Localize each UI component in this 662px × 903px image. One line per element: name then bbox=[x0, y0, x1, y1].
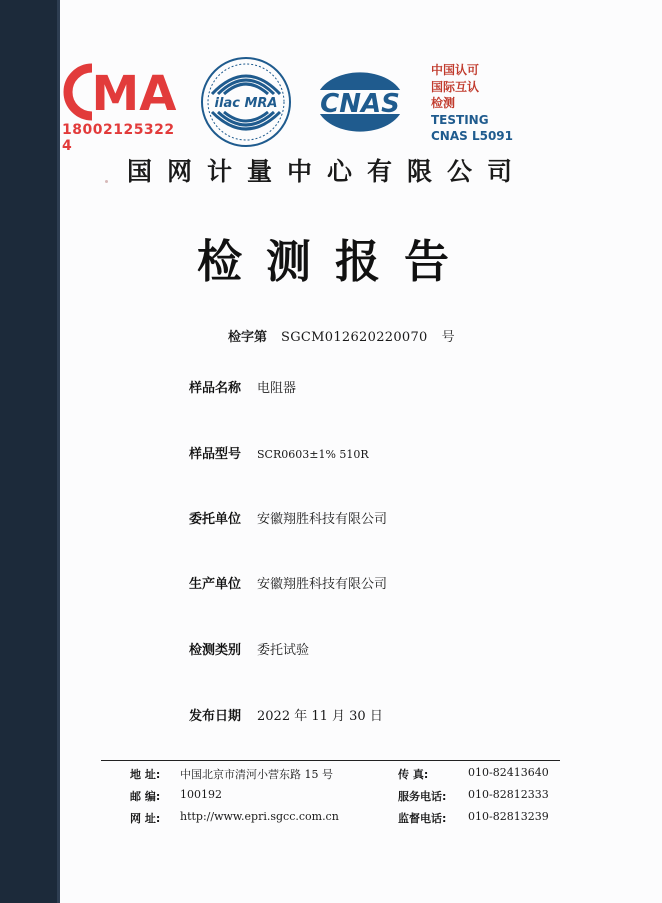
field-label: 样品名称 bbox=[189, 381, 242, 396]
field-value: 安徽翔胜科技有限公司 bbox=[257, 577, 388, 592]
field-value: 安徽翔胜科技有限公司 bbox=[257, 512, 388, 527]
fax-label: 传 真: bbox=[398, 768, 429, 781]
website-label: 网 址: bbox=[130, 812, 161, 825]
cnas-caption-line: 国际互认 bbox=[431, 79, 480, 94]
field-label: 发布日期 bbox=[189, 709, 242, 724]
sample-name-field bbox=[189, 377, 569, 396]
service-phone-value: 010-82812333 bbox=[468, 788, 549, 801]
report-number-label: 检字第 bbox=[228, 330, 268, 345]
sample-model-field bbox=[189, 443, 569, 462]
postcode-value: 100192 bbox=[180, 788, 222, 801]
field-label: 委托单位 bbox=[189, 512, 242, 527]
cnas-logo-icon bbox=[305, 66, 415, 138]
report-number-value: SGCM012620220070 bbox=[281, 330, 428, 345]
cma-logo-letters: MA bbox=[91, 66, 177, 122]
field-label: 检测类别 bbox=[189, 643, 242, 658]
report-number-suffix: 号 bbox=[441, 330, 455, 345]
manufacturer-field bbox=[189, 573, 569, 592]
footer-row bbox=[100, 766, 570, 782]
report-title: 检测报告 bbox=[196, 235, 473, 288]
cnas-caption bbox=[431, 62, 541, 145]
organization-title: 国网计量中心有限公司 bbox=[126, 157, 527, 186]
report-number bbox=[228, 326, 548, 345]
scan-speck bbox=[105, 180, 108, 183]
field-value: 电阻器 bbox=[257, 381, 297, 396]
fax-value: 010-82413640 bbox=[468, 766, 549, 779]
cnas-caption-line: TESTING bbox=[431, 112, 489, 127]
supervise-phone-label: 监督电话: bbox=[398, 812, 447, 825]
issue-date-field bbox=[189, 705, 569, 724]
ilac-logo-text: ilac MRA bbox=[214, 96, 278, 111]
service-phone-label: 服务电话: bbox=[398, 790, 447, 803]
field-value: 委托试验 bbox=[257, 643, 310, 658]
footer-divider bbox=[101, 760, 560, 761]
field-label: 样品型号 bbox=[189, 447, 242, 462]
cnas-caption-line: 检测 bbox=[431, 96, 456, 110]
postcode-label: 邮 编: bbox=[130, 790, 161, 803]
address-label: 地 址: bbox=[130, 768, 161, 781]
client-field bbox=[189, 508, 569, 527]
website-link[interactable]: http://www.epri.sgcc.com.cn bbox=[180, 810, 339, 823]
field-value: SCR0603±1% 510R bbox=[257, 448, 369, 461]
supervise-phone-value: 010-82813239 bbox=[468, 810, 549, 823]
field-label: 生产单位 bbox=[189, 577, 242, 592]
binding-spine bbox=[0, 0, 60, 903]
test-category-field bbox=[189, 639, 569, 658]
address-value: 中国北京市清河小营东路 15 号 bbox=[180, 768, 333, 781]
footer-row bbox=[100, 788, 570, 804]
cma-logo-icon bbox=[62, 62, 182, 122]
cma-number: 18002125322 4 bbox=[62, 122, 175, 154]
cnas-caption-line: 中国认可 bbox=[431, 63, 480, 77]
field-value: 2022 年 11 月 30 日 bbox=[257, 709, 383, 724]
cnas-logo-text: CNAS bbox=[320, 89, 400, 119]
cnas-caption-line: CNAS L5091 bbox=[431, 129, 514, 143]
footer-row bbox=[100, 810, 570, 826]
ilac-mra-logo-icon bbox=[198, 54, 294, 150]
